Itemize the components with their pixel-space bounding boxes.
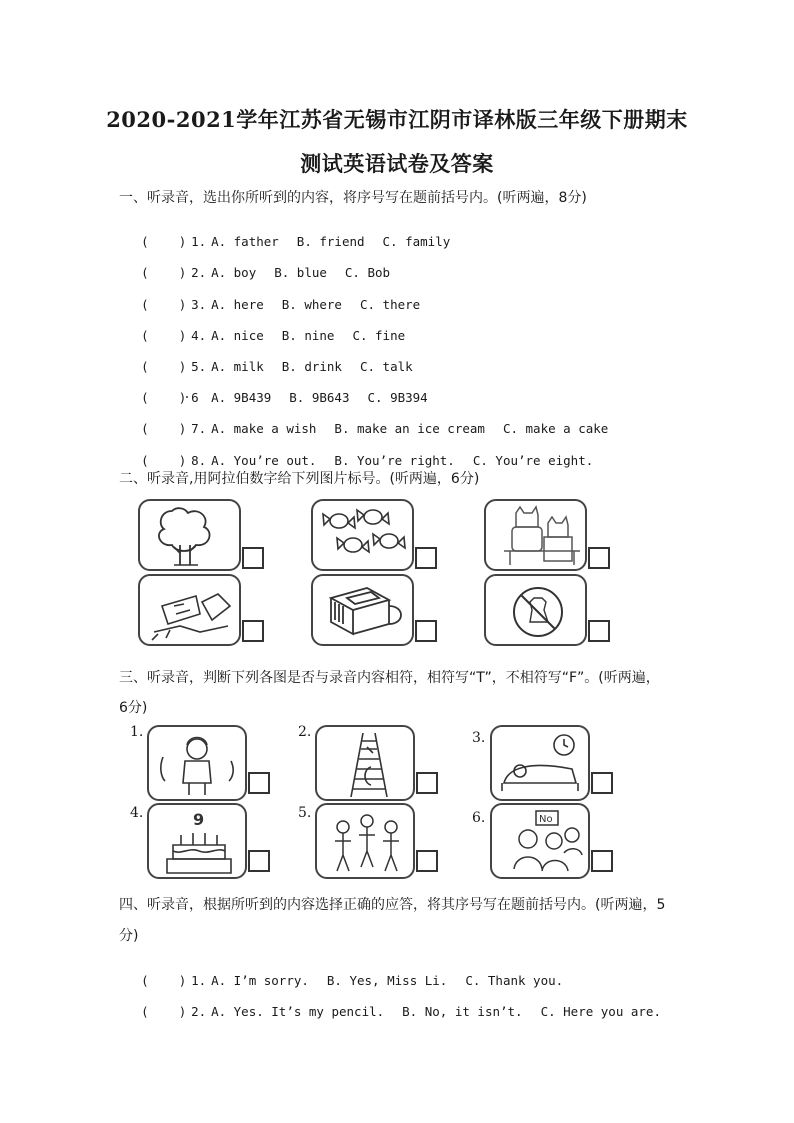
answer-paren[interactable]: ( )	[141, 359, 187, 374]
answer-box[interactable]	[242, 547, 264, 569]
picture-birthday-cake	[147, 803, 247, 879]
option-b: B. friend	[296, 234, 365, 249]
answer-box[interactable]	[591, 772, 613, 794]
option-c: C. Bob	[344, 265, 391, 280]
cat-icon	[486, 501, 589, 573]
cake-icon	[149, 805, 249, 881]
answer-paren[interactable]: ( )	[141, 265, 187, 280]
question-number: 2.	[191, 265, 207, 280]
picture-label: 4.	[130, 805, 144, 821]
question-number: 5.	[191, 359, 207, 374]
answer-paren[interactable]: ( )	[141, 390, 187, 405]
answer-paren[interactable]: ( )	[141, 1004, 187, 1019]
picture-tree	[138, 499, 241, 571]
sleeping-icon	[492, 727, 592, 803]
no-sign-icon	[492, 805, 592, 881]
section3-heading-line1: 三、听录音，判断下列各图是否与录音内容相符，相符写“T”，不相符写“F”。(听两遍，	[119, 670, 660, 686]
book-icon	[313, 576, 416, 648]
option-b: B. make an ice cream	[334, 421, 485, 436]
answer-box[interactable]	[416, 772, 438, 794]
s1-question-2	[126, 250, 408, 280]
question-number: 8.	[191, 453, 207, 468]
kite-icon	[140, 576, 243, 648]
option-a: A. father	[211, 234, 279, 249]
s1-question-7	[126, 406, 626, 436]
picture-broken-kite	[138, 574, 241, 646]
no-entry-icon	[486, 576, 589, 648]
answer-paren[interactable]: ( )	[141, 328, 187, 343]
option-b: B. 9B643	[289, 390, 350, 405]
picture-stairs	[315, 725, 415, 801]
page-title-line1: 2020-2021学年江苏省无锡市江阴市译林版三年级下册期末	[106, 107, 688, 132]
option-b: B. drink	[281, 359, 342, 374]
option-c: C. 9B394	[367, 390, 428, 405]
answer-paren[interactable]: ( )	[141, 297, 187, 312]
option-b: B. You’re right.	[334, 453, 455, 468]
picture-label: 5.	[298, 805, 312, 821]
picture-label: 3.	[472, 730, 486, 746]
option-b: B. No, it isn’t.	[402, 1004, 523, 1019]
option-a: A. Yes. It’s my pencil.	[211, 1004, 385, 1019]
section4-heading-line2: 分)	[119, 928, 139, 944]
stairs-icon	[317, 727, 417, 803]
picture-sleeping	[490, 725, 590, 801]
candy-icon	[313, 501, 416, 573]
answer-box[interactable]	[248, 850, 270, 872]
option-c: C. You’re eight.	[472, 453, 594, 468]
option-a: A. You’re out.	[211, 453, 317, 468]
question-number: 7.	[191, 421, 207, 436]
tree-icon	[140, 501, 243, 573]
picture-label: 2.	[298, 724, 312, 740]
picture-no-dog-sign	[484, 574, 587, 646]
answer-box[interactable]	[242, 620, 264, 642]
sign-text: No	[539, 814, 553, 825]
section3-heading-line2: 6分)	[119, 700, 148, 716]
option-c: C. Thank you.	[465, 973, 564, 988]
answer-box[interactable]	[416, 850, 438, 872]
option-b: B. where	[281, 297, 342, 312]
option-a: A. nice	[211, 328, 264, 343]
question-number: 6	[191, 390, 199, 405]
section1-heading: 一、听录音，选出你所听到的内容，将序号写在题前括号内。(听两遍，8分)	[119, 190, 587, 206]
option-c: C. fine	[352, 328, 406, 343]
picture-label: 6.	[472, 810, 486, 826]
answer-paren[interactable]: ( )	[141, 973, 187, 988]
answer-box[interactable]	[415, 547, 437, 569]
answer-box[interactable]	[588, 547, 610, 569]
answer-box[interactable]	[588, 620, 610, 642]
section2-heading: 二、听录音,用阿拉伯数字给下列图片标号。(听两遍，6分)	[119, 471, 480, 487]
option-a: A. boy	[211, 265, 257, 280]
option-b: B. nine	[281, 328, 335, 343]
s1-question-1	[126, 219, 468, 249]
s4-question-2	[126, 989, 679, 1019]
s1-question-4	[126, 313, 423, 343]
option-c: C. talk	[359, 359, 413, 374]
s4-question-1	[126, 958, 581, 988]
option-c: C. Here you are.	[540, 1004, 661, 1019]
option-b: B. blue	[274, 265, 327, 280]
option-a: A. make a wish	[211, 421, 317, 436]
option-a: A. I’m sorry.	[211, 973, 309, 988]
boy-icon	[149, 727, 249, 803]
answer-box[interactable]	[248, 772, 270, 794]
option-c: C. there	[359, 297, 421, 312]
question-number: 1.	[191, 234, 207, 249]
picture-no-sign	[490, 803, 590, 879]
picture-boy	[147, 725, 247, 801]
s1-question-3	[126, 282, 438, 312]
picture-book	[311, 574, 414, 646]
answer-paren[interactable]: ( )	[141, 234, 187, 249]
section4-heading-line1: 四、听录音，根据所听到的内容选择正确的应答，将其序号写在题前括号内。(听两遍，5	[119, 897, 666, 913]
option-a: A. 9B439	[211, 390, 272, 405]
picture-cats	[484, 499, 587, 571]
question-number: 1.	[191, 973, 207, 988]
picture-children	[315, 803, 415, 879]
children-icon	[317, 805, 417, 881]
option-b: B. Yes, Miss Li.	[326, 973, 448, 988]
option-a: A. here	[211, 297, 264, 312]
s1-question-6	[126, 375, 446, 405]
answer-paren[interactable]: ( )	[141, 421, 187, 436]
question-number: 2.	[191, 1004, 207, 1019]
answer-box[interactable]	[591, 850, 613, 872]
option-c: C. make a cake	[502, 421, 609, 436]
picture-candies	[311, 499, 414, 571]
page-title-line2: 测试英语试卷及答案	[300, 151, 494, 176]
s1-question-8	[126, 438, 611, 468]
stray-dot	[186, 396, 188, 398]
question-number: 3.	[191, 297, 207, 312]
answer-paren[interactable]: ( )	[141, 453, 187, 468]
s1-question-5	[126, 344, 431, 374]
answer-box[interactable]	[415, 620, 437, 642]
question-number: 4.	[191, 328, 207, 343]
picture-label: 1.	[130, 724, 144, 740]
cake-number: 9	[193, 810, 205, 829]
option-a: A. milk	[211, 359, 264, 374]
option-c: C. family	[382, 234, 451, 249]
